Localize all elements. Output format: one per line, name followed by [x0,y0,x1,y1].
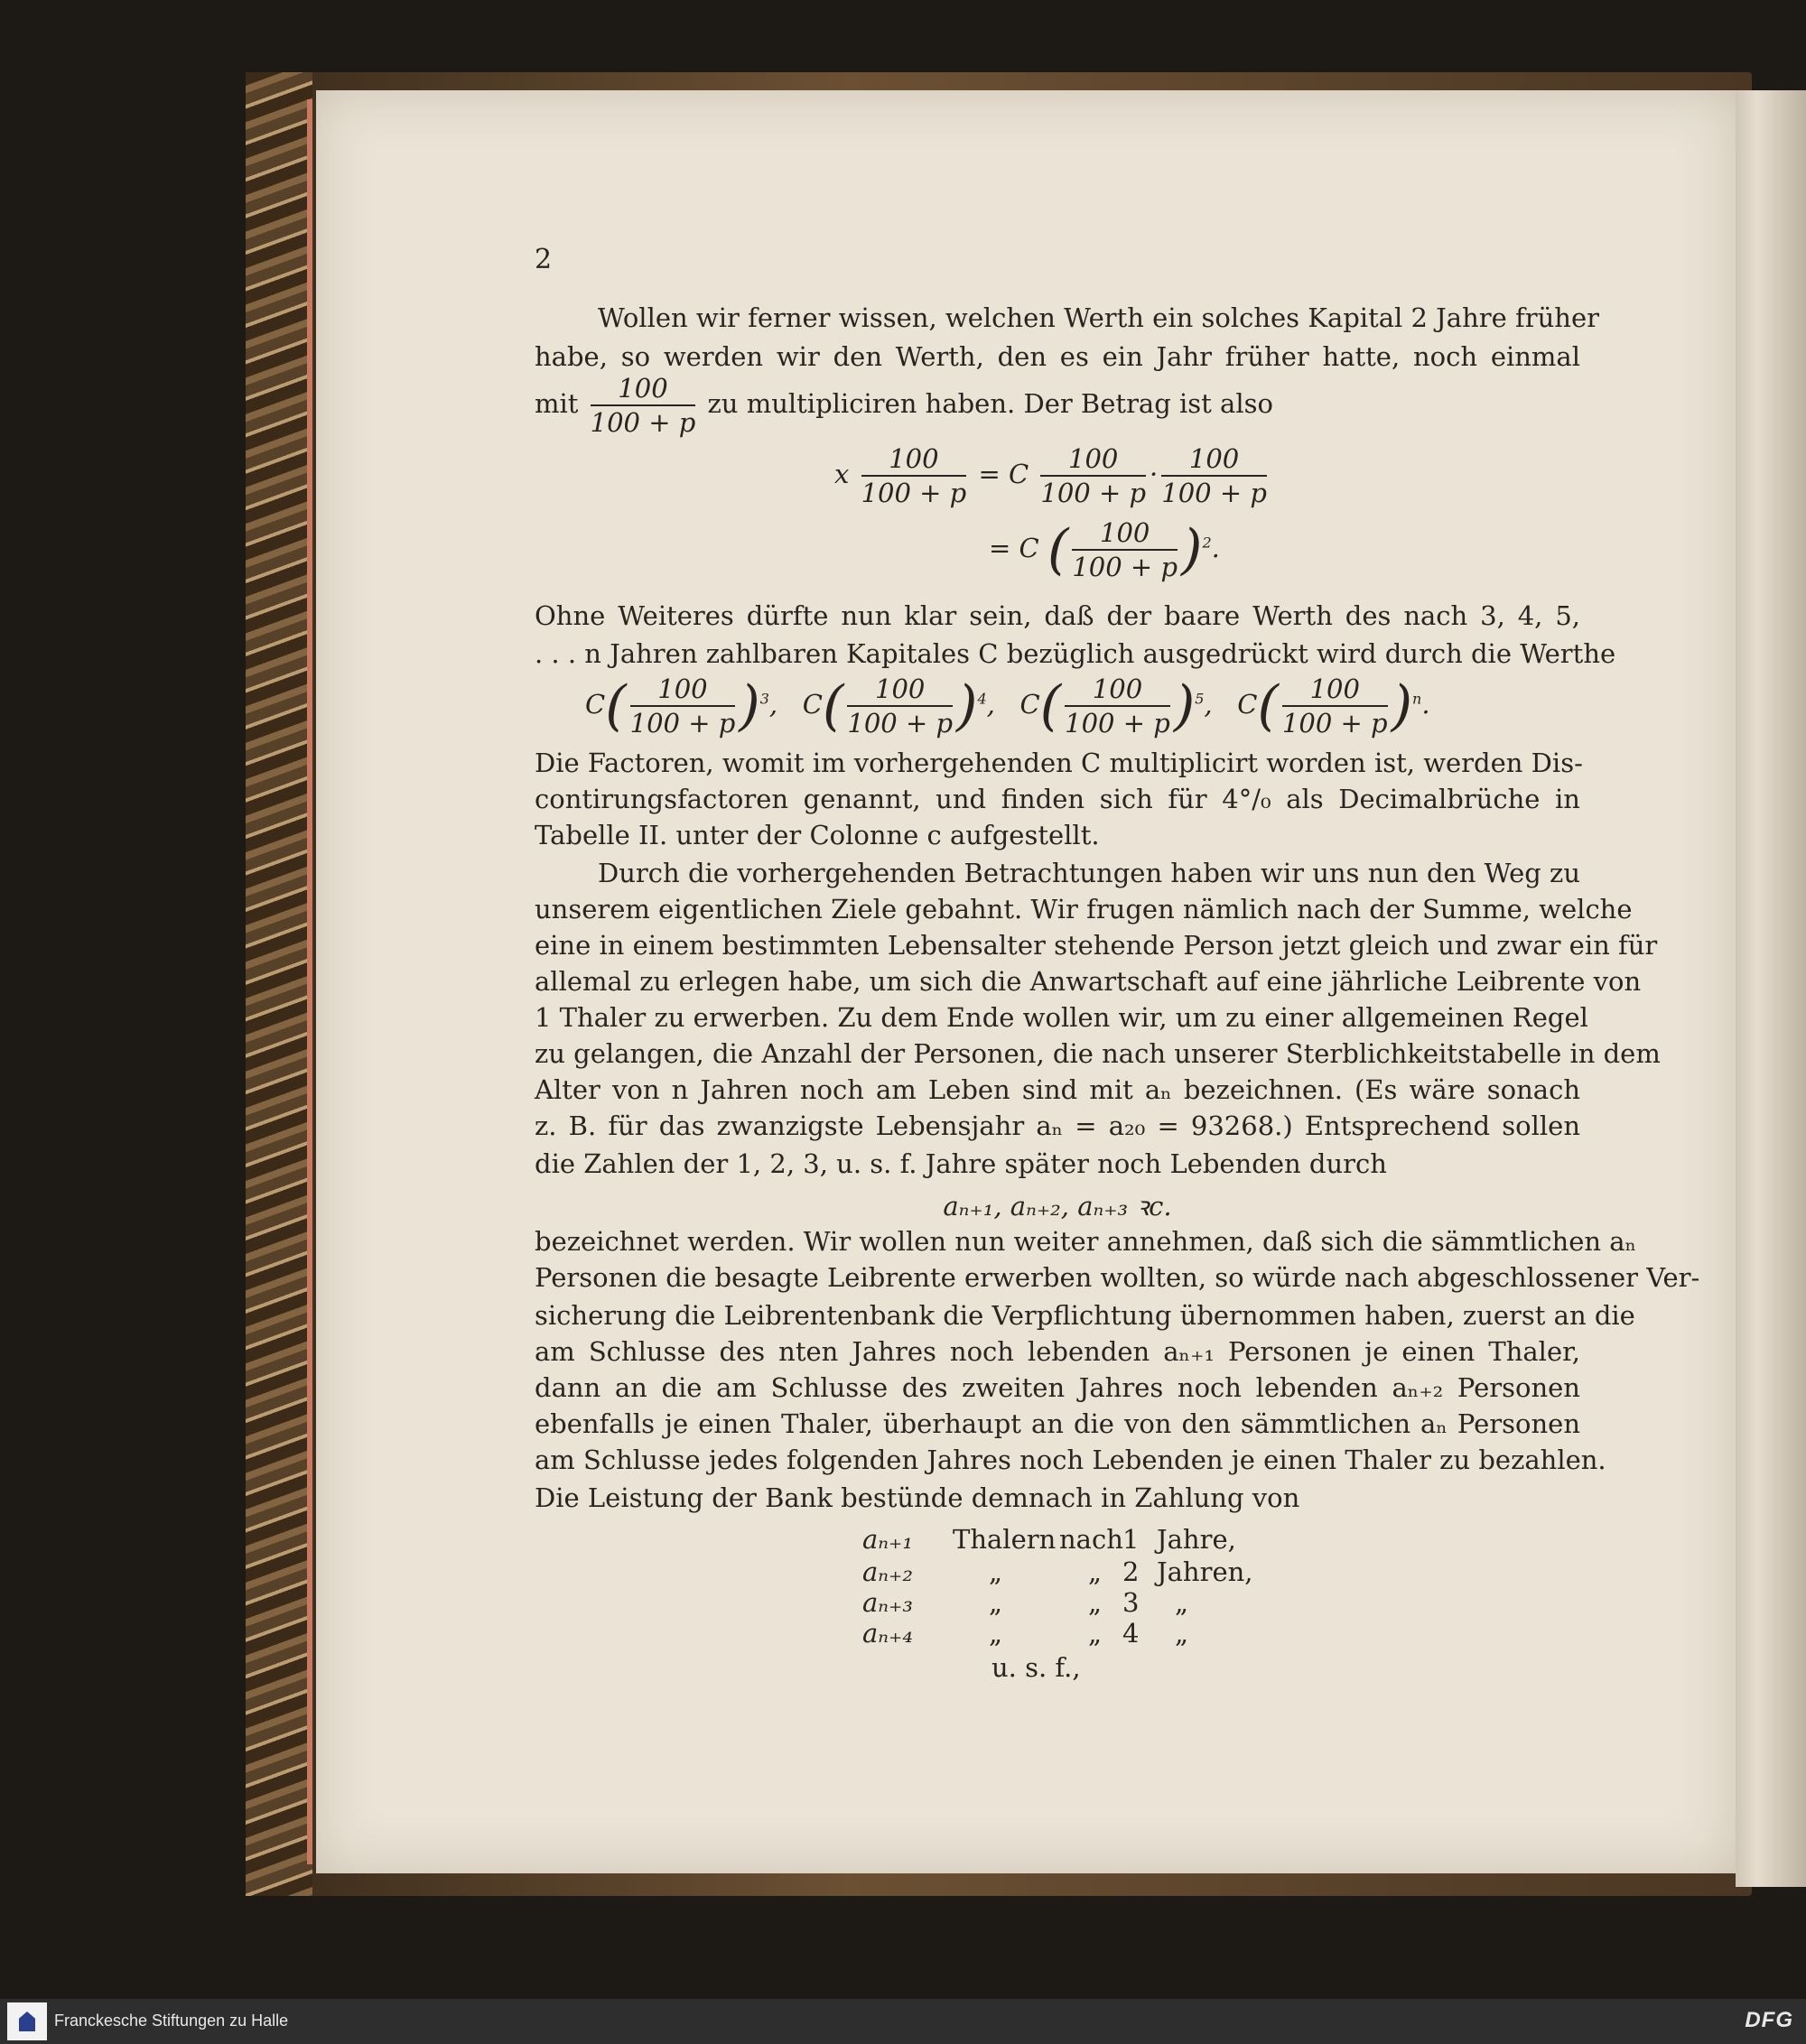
text-line: Alter von n Jahren noch am Leben sind mit aₙ bezeichnen. (Es wäre sonach [535,1074,1580,1105]
page-number: 2 [535,244,553,275]
text-line: Tabelle II. unter der Colonne c aufgestellt. [535,820,1100,850]
discount-values-row: C( $\frac{100}{100 + p}$ )$^3$, C( $\frac{100}{100 + p}$ )$^4$, C( $\frac{100}{100 + p}$ )$^5$, C( $\frac{100}{100 + p}$ )$^n$. [585,674,1430,739]
text-line-fraction [535,372,1273,439]
text-line: eine in einem bestimmten Lebensalter stehende Person jetzt gleich und zwar ein für [535,930,1658,961]
schedule-end: u. s. f., [991,1652,1081,1683]
text-line: unserem eigentlichen Ziele gebahnt. Wir frugen nämlich nach der Summe, welche [535,894,1633,924]
fraction-numerator: 100 [1161,442,1267,477]
fraction-denominator: 100 + p [1072,552,1178,582]
text-line: die Zahlen der 1, 2, 3, u. s. f. Jahre später noch Lebenden durch [535,1148,1387,1179]
fraction [591,372,696,439]
exponent: 3 [759,690,769,708]
fraction-numerator: 100 [861,442,967,477]
exponent: 4 [977,690,987,708]
text-line: . . . n Jahren zahlbaren Kapitales C bezüglich ausgedrückt wird durch die Werthe [535,638,1616,669]
dfg-logo[interactable]: DFG [1745,2008,1793,2032]
fraction-denominator: 100 + p [861,478,967,508]
institution-name: Franckesche Stiftungen zu Halle [54,2011,289,2030]
text-line: 1 Thaler zu erwerben. Zu dem Ende wollen wir, um zu einer allgemeinen Regel [535,1002,1588,1033]
fraction-denominator: 100 + p [1161,478,1267,508]
schedule-row: aₙ₊₄ „ „ 4 „ [862,1618,1189,1649]
text-line: zu gelangen, die Anzahl der Personen, die nach unserer Sterblichkeitstabelle in dem [535,1038,1661,1069]
text-line: am Schlusse des nten Jahres noch lebenden aₙ₊₁ Personen je einen Thaler, [535,1336,1580,1367]
text-line: allemal zu erlegen habe, um sich die Anwartschaft auf eine jährliche Leibrente von [535,966,1642,997]
fraction-denominator: 100 + p [1040,478,1147,508]
exponent: 5 [1195,690,1205,708]
fraction [1072,516,1178,583]
text-line: Wollen wir ferner wissen, welchen Werth ein solches Kapital 2 Jahre früher [598,302,1599,333]
text-line: dann an die am Schlusse des zweiten Jahres noch lebenden aₙ₊₂ Personen [535,1372,1580,1403]
text-line: Personen die besagte Leibrente erwerben wollten, so würde nach abgeschlossener Ver- [535,1262,1700,1293]
schedule-row: aₙ₊₃ „ „ 3 „ [862,1587,1189,1618]
book-spine [246,72,312,1896]
text-line: Ohne Weiteres dürfte nun klar sein, daß der baare Werth des nach 3, 4, 5, [535,600,1580,631]
page-edge-stripe [307,99,312,1864]
exponent: 2 [1202,534,1212,552]
capital-symbol: C [1237,689,1258,720]
fraction-numerator: 100 [1040,442,1146,477]
equation-1: x $\frac{100}{100 + p}$ = C $\frac{100}{100 + p}$ · $\frac{100}{100 + p}$ [834,443,1267,508]
fraction [1161,442,1267,509]
sequence-line: aₙ₊₁, aₙ₊₂, aₙ₊₃ ꝛc. [943,1191,1172,1222]
capital-symbol: C [585,689,606,720]
text-line: habe, so werden wir den Werth, den es ein Jahr früher hatte, noch einmal [535,341,1580,372]
fraction-numerator: 100 [1072,516,1178,551]
viewer-footer [0,1999,1806,2044]
text-line: Durch die vorhergehenden Betrachtungen haben wir uns nun den Weg zu [598,858,1580,888]
facing-page-edge [1736,90,1806,1887]
equation-2: = C ( $\frac{100}{100 + p}$ )$^2$. [989,517,1220,582]
fraction-denominator: 100 + p [590,407,696,438]
capital-symbol: C [802,689,823,720]
text-line: bezeichnet werden. Wir wollen nun weiter annehmen, daß sich die sämmtlichen aₙ [535,1226,1637,1257]
capital-symbol: C [1019,689,1040,720]
schedule-row: aₙ₊₂ „ „ 2 Jahren, [862,1556,1253,1587]
institution-logo[interactable] [7,2002,47,2040]
fraction-numerator: 100 [591,372,696,406]
text-line: am Schlusse jedes folgenden Jahres noch Lebenden je einen Thaler zu bezahlen. [535,1445,1606,1475]
text-line: z. B. für das zwanzigste Lebensjahr aₙ = a₂₀ = 93268.) Entsprechend sollen [535,1110,1580,1141]
eq-operator: = C [989,533,1039,563]
text-line: Die Factoren, womit im vorhergehenden C multiplicirt worden ist, werden Dis- [535,748,1583,778]
text-line: ebenfalls je einen Thaler, überhaupt an die von den sämmtlichen aₙ Personen [535,1408,1580,1439]
eq-variable: x [834,459,850,489]
text-fragment: zu multipliciren haben. Der Betrag ist also [707,388,1273,419]
text-line: sicherung die Leibrentenbank die Verpflichtung übernommen haben, zuerst an die [535,1300,1635,1331]
fraction [861,442,967,509]
schedule-row: aₙ₊₁ Thalern nach1 Jahre, [862,1524,1236,1555]
text-line: Die Leistung der Bank bestünde demnach in Zahlung von [535,1482,1300,1513]
exponent: n [1412,690,1422,708]
text-line: contirungsfactoren genannt, und finden sich für 4°/₀ als Decimalbrüche in [535,784,1580,814]
text-fragment: mit [535,388,579,419]
eq-operator: = C [978,459,1029,489]
fraction [1040,442,1146,509]
